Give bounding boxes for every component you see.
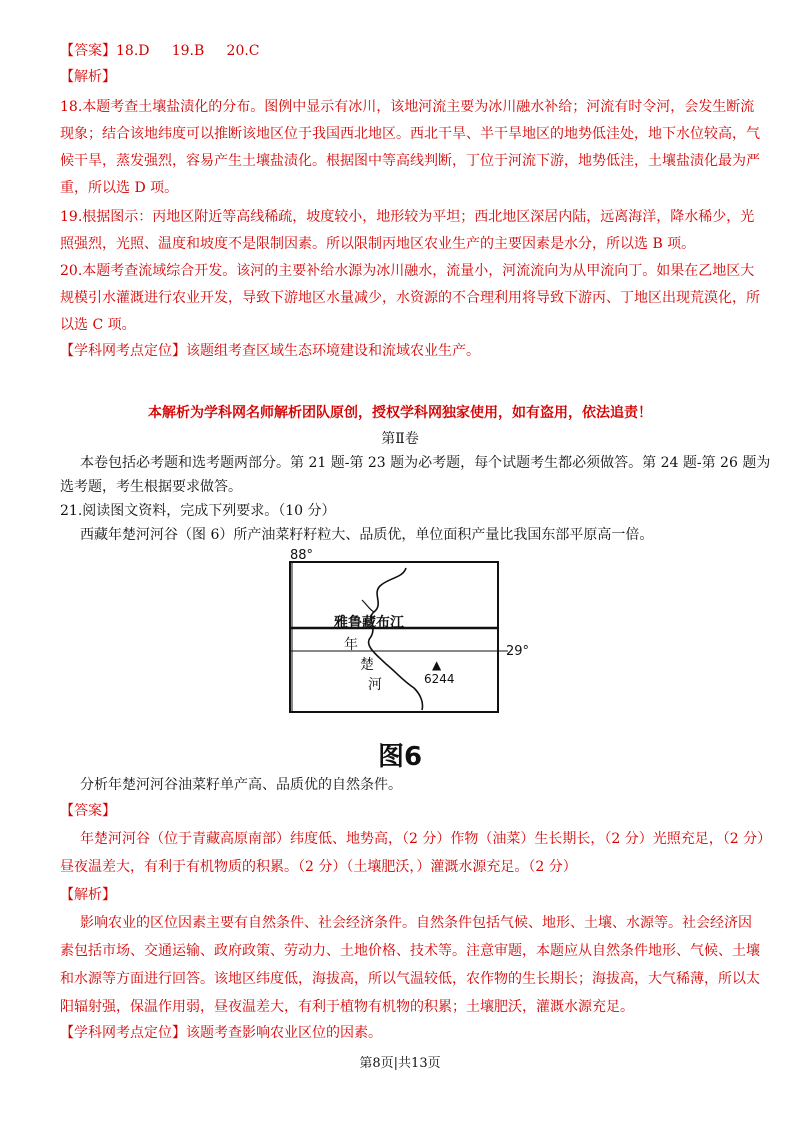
locate-line-21: 【学科网考点定位】该题考查影响农业区位的因素。: [60, 1025, 382, 1041]
answer-values: 18.D 19.B 20.C: [116, 43, 260, 59]
map-svg: [288, 548, 508, 728]
analysis21-line-3: 和水源等方面进行回答。该地区纬度低，海拔高，所以气温较低，农作物的生长期长；海拔高，大气稀薄，所以太: [60, 971, 760, 987]
river-tributary: [362, 600, 374, 612]
river-yarlung-label: 雅鲁藏布江: [334, 615, 404, 631]
peak-height-label: 6244: [424, 672, 455, 686]
analysis-label: 【解析】: [60, 69, 116, 85]
q18-line-4: 重，所以选 D 项。: [60, 180, 179, 196]
river-nianchu-label-3: 河: [368, 677, 382, 693]
answer21-label: 【答案】: [60, 803, 116, 819]
q21-question: 分析年楚河河谷油菜籽单产高、品质优的自然条件。: [80, 777, 402, 793]
section-intro-line-1: 本卷包括必考题和选考题两部分。第 21 题-第 23 题为必考题，每个试题考生都必须做答。第 24 题-第 26 题为: [80, 455, 771, 471]
q20-line-1: 20.本题考查流域综合开发。该河的主要补给水源为冰川融水，流量小，河流流向为从甲流向丁。如果在乙地区大: [60, 263, 755, 279]
answer-label: 【答案】: [60, 43, 116, 59]
q18-line-1: 18.本题考查土壤盐渍化的分布。图例中显示有冰川，该地河流主要为冰川融水补给；河流有时令河，会发生断流: [60, 99, 755, 115]
answer21-line-1: 年楚河河谷（位于青藏高原南部）纬度低、地势高，（2 分）作物（油菜）生长期长，（2 分）光照充足，（2 分）: [80, 831, 772, 847]
q20-line-2: 规模引水灌溉进行农业开发，导致下游地区水量减少，水资源的不合理利用将导致下游丙、丁地区出现荒漠化，所: [60, 290, 760, 306]
copyright-notice: 本解析为学科网名师解析团队原创，授权学科网独家使用，如有盗用，依法追责！: [148, 405, 652, 421]
section-title: 第Ⅱ卷: [381, 431, 419, 447]
q20-line-3: 以选 C 项。: [60, 317, 136, 333]
q19-line-2: 照强烈，光照、温度和坡度不是限制因素。所以限制丙地区农业生产的主要因素是水分，所以选 B 项。: [60, 236, 696, 252]
answers-line: [60, 40, 260, 60]
figure-title: 图6: [377, 742, 423, 772]
river-nianchu-label-1: 年: [344, 637, 358, 653]
map-figure: [288, 548, 530, 728]
river-nianchu-label-2: 楚: [360, 657, 374, 673]
locate-line-top: 【学科网考点定位】该题组考查区域生态环境建设和流域农业生产。: [60, 343, 480, 359]
q18-line-2: 现象；结合该地纬度可以推断该地区位于我国西北地区。西北干旱、半干旱地区的地势低洼处，地下水位较高，气: [60, 126, 760, 142]
q19-line-1: 19.根据图示：丙地区附近等高线稀疏，坡度较小，地形较为平坦；西北地区深居内陆，远离海洋，降水稀少，光: [60, 209, 755, 225]
q21-material: 西藏年楚河河谷（图 6）所产油菜籽籽粒大、品质优，单位面积产量比我国东部平原高一倍。: [80, 527, 654, 543]
latitude-label: 29°: [506, 644, 530, 659]
longitude-label: 88°: [290, 548, 314, 563]
analysis21-line-4: 阳辐射强，保温作用弱，昼夜温差大，有利于植物有机物的积累；土壤肥沃，灌溉水源充足。: [60, 999, 634, 1015]
answer21-line-2: 昼夜温差大，有利于有机物质的积累。（2 分）（土壤肥沃，）灌溉水源充足。（2 分）: [60, 859, 577, 875]
analysis21-label: 【解析】: [60, 887, 116, 903]
q18-line-3: 候干旱，蒸发强烈，容易产生土壤盐渍化。根据图中等高线判断，丁位于河流下游，地势低洼，土壤盐渍化最为严: [60, 153, 760, 169]
q21-stem: 21.阅读图文资料，完成下列要求。（10 分）: [60, 503, 336, 519]
analysis21-line-1: 影响农业的区位因素主要有自然条件、社会经济条件。自然条件包括气候、地形、土壤、水源等。社会经济因: [80, 915, 752, 931]
page-footer: 第8页|共13页: [359, 1056, 441, 1071]
map-frame: [290, 562, 498, 712]
section-intro-line-2: 选考题，考生根据要求做答。: [60, 479, 242, 495]
peak-icon: ▲: [432, 658, 442, 672]
analysis21-line-2: 素包括市场、交通运输、政府政策、劳动力、土地价格、技术等。注意审题，本题应从自然条件地形、气候、土壤: [60, 943, 760, 959]
